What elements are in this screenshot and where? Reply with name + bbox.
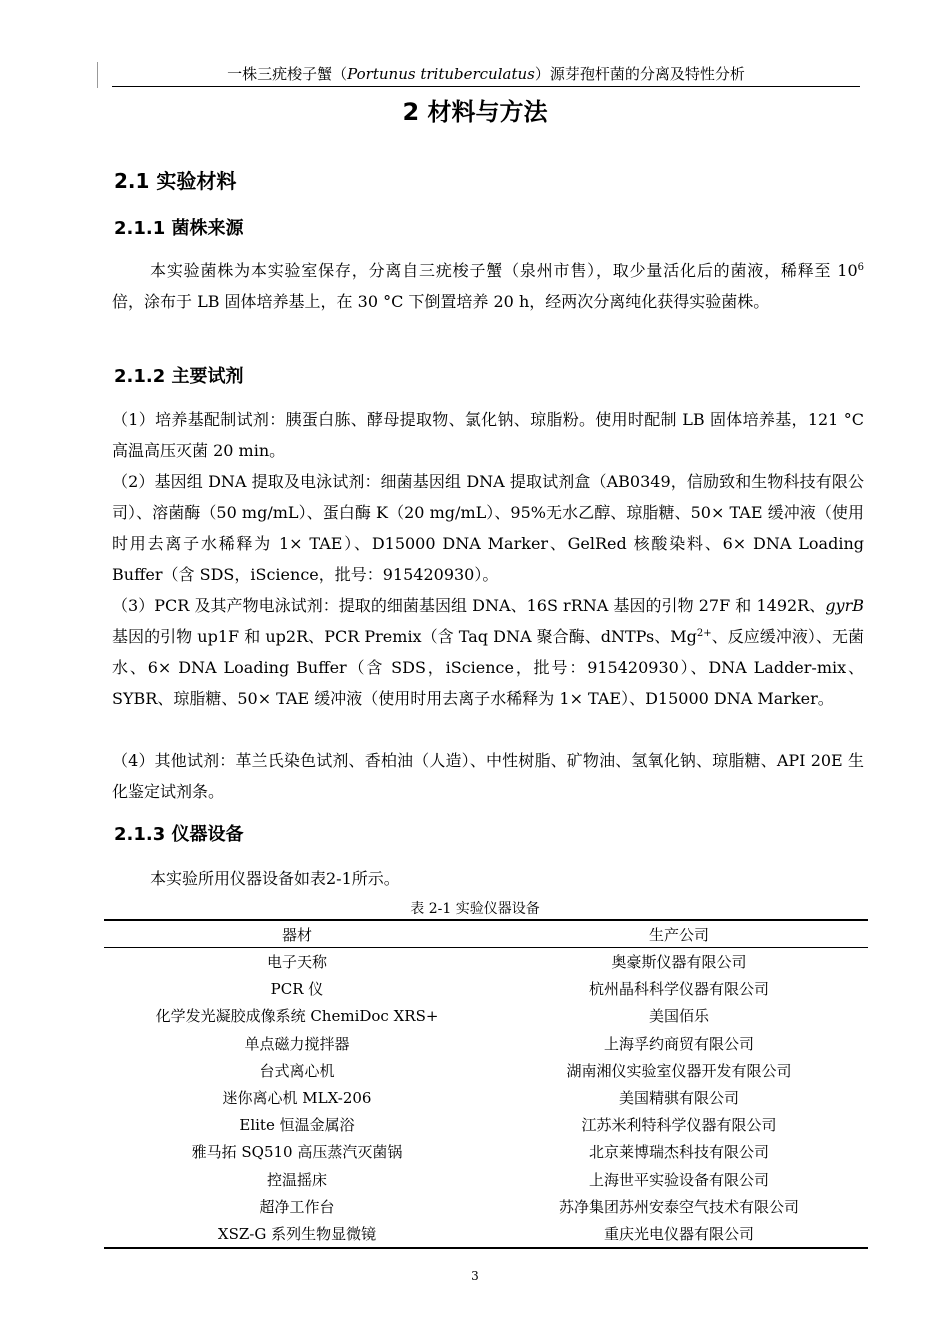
header-rule (112, 86, 860, 87)
running-header (112, 62, 860, 86)
strain-source-exponent: 6 (857, 262, 864, 273)
table-caption: 表 2-1 实验仪器设备 (410, 901, 540, 917)
reagent-item-4: （4）其他试剂：革兰氏染色试剂、香柏油（人造）、中性树脂、矿物油、氢氧化钠、琼脂糖、API 20E 生化鉴定试剂条。 (112, 751, 864, 801)
paragraph-equipment-intro: 本实验所用仪器设备如表2-1所示。 (150, 869, 400, 888)
table-header-manufacturer: 生产公司 (490, 920, 868, 948)
table-cell-equipment: 化学发光凝胶成像系统 ChemiDoc XRS+ (155, 1007, 439, 1026)
strain-source-text-b: 倍，涂布于 LB 固体培养基上，在 30 °C 下倒置培养 20 h，经两次分离纯化获得实验菌株。 (112, 292, 770, 311)
table-row (104, 1166, 868, 1193)
table-cell-manufacturer: 杭州晶科科学仪器有限公司 (588, 980, 769, 999)
page-number: 3 (471, 1269, 479, 1283)
table-row (104, 975, 868, 1002)
subsection-title-2-1-3: 2.1.3 仪器设备 (114, 824, 244, 845)
strain-source-text-a: 本实验菌株为本实验室保存，分离自三疣梭子蟹（泉州市售），取少量活化后的菌液，稀释至 10 (150, 261, 858, 280)
reagent-item-2: （2）基因组 DNA 提取及电泳试剂：细菌基因组 DNA 提取试剂盒（AB0349，信励致和生物科技有限公司）、溶菌酶（50 mg/mL）、蛋白酶 K（20 mg/mL）、95%无水乙醇、琼脂糖、50× TAE 缓冲液（使用时用去离子水稀释为 1× TAE）、D15000 DNA Marker、GelRed 核酸染料、6× DNA Loading Buffer（含 SDS，iScience，批号：915420930）。 (112, 472, 864, 584)
margin-tick (97, 62, 98, 88)
reagent-item-3-text-b: 基因的引物 up1F 和 up2R、PCR Premix（含 Taq DNA 聚合酶、dNTPs、Mg (112, 627, 697, 646)
running-header-prefix: 一株三疣梭子蟹（ (227, 65, 348, 83)
reagent-item-3-superscript: 2+ (696, 628, 712, 639)
section-title-2-1: 2.1 实验材料 (114, 169, 237, 193)
reagent-item-3-text-c: 、反应缓冲液）、无菌水、6× DNA Loading Buffer（含 SDS，iScience，批号：915420930）、DNA Ladder-mix、SYBR、琼脂糖、50× TAE 缓冲液（使用时用去离子水稀释为 1× TAE）、D15000 DNA Marker。 (112, 627, 864, 708)
running-header-suffix: ）源芽孢杆菌的分离及特性分析 (534, 65, 745, 83)
table-cell-equipment: 台式离心机 (259, 1061, 335, 1080)
table-row (104, 948, 868, 976)
table-cell-equipment: 迷你离心机 MLX-206 (222, 1089, 372, 1108)
table-cell-equipment: 超净工作台 (259, 1197, 335, 1216)
table-cell-manufacturer: 上海孚约商贸有限公司 (603, 1034, 754, 1053)
table-row (104, 1030, 868, 1057)
running-header-latin: Portunus trituberculatus (347, 65, 535, 83)
table-cell-manufacturer: 美国佰乐 (648, 1007, 709, 1026)
table-row (104, 1002, 868, 1029)
reagent-item-3-gene: gyrB (825, 596, 864, 615)
table-cell-equipment: Elite 恒温金属浴 (239, 1116, 355, 1135)
table-cell-manufacturer: 上海世平实验设备有限公司 (588, 1170, 769, 1189)
table-header-equipment: 器材 (104, 920, 490, 948)
table-row (104, 1220, 868, 1248)
table-row (104, 1057, 868, 1084)
table-cell-equipment: 雅马拓 SQ510 高压蒸汽灭菌锅 (191, 1143, 403, 1162)
table-header-row (104, 920, 868, 948)
table-cell-equipment: XSZ-G 系列生物显微镜 (217, 1224, 377, 1243)
table-cell-manufacturer: 湖南湘仪实验室仪器开发有限公司 (566, 1061, 792, 1080)
reagent-item-1: （1）培养基配制试剂：胰蛋白胨、酵母提取物、氯化钠、琼脂粉。使用时配制 LB 固体培养基，121 °C 高温高压灭菌 20 min。 (112, 410, 864, 460)
table-cell-manufacturer: 江苏米利特科学仪器有限公司 (581, 1116, 777, 1135)
table-cell-manufacturer: 美国精骐有限公司 (618, 1089, 739, 1108)
table-row (104, 1193, 868, 1220)
chapter-title: 2 材料与方法 (402, 98, 548, 126)
table-cell-manufacturer: 重庆光电仪器有限公司 (603, 1224, 754, 1243)
table-cell-equipment: 控温摇床 (266, 1170, 327, 1189)
subsection-title-2-1-2: 2.1.2 主要试剂 (114, 366, 244, 387)
table-cell-equipment: 单点磁力搅拌器 (244, 1034, 350, 1053)
table-cell-equipment: 电子天称 (266, 953, 327, 972)
table-row (104, 1138, 868, 1165)
table-cell-manufacturer: 苏净集团苏州安泰空气技术有限公司 (558, 1197, 799, 1216)
table-cell-equipment: PCR 仪 (270, 980, 324, 999)
reagent-item-3-text-a: （3）PCR 及其产物电泳试剂：提取的细菌基因组 DNA、16S rRNA 基因的引物 27F 和 1492R、 (112, 596, 826, 615)
table-row (104, 1084, 868, 1111)
table-row (104, 1111, 868, 1138)
subsection-title-2-1-1: 2.1.1 菌株来源 (114, 218, 244, 239)
paragraph-strain-source (112, 255, 864, 317)
table-cell-manufacturer: 奥豪斯仪器有限公司 (611, 953, 747, 972)
table-cell-manufacturer: 北京莱博瑞杰科技有限公司 (588, 1143, 769, 1162)
equipment-table (104, 919, 868, 1249)
reagent-item-3 (112, 590, 864, 714)
